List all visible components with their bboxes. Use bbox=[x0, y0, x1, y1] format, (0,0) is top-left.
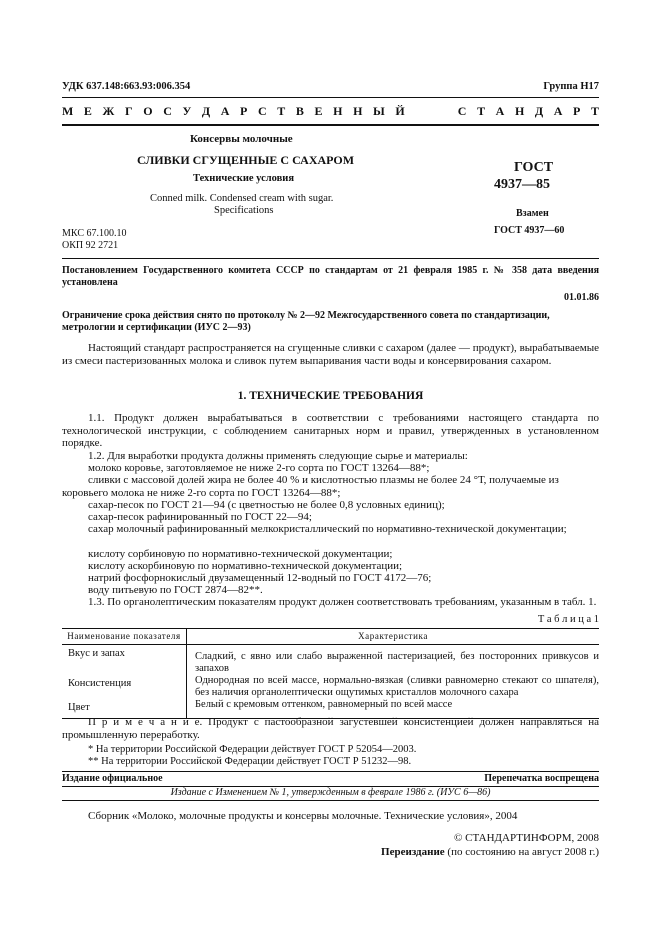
section-heading: 1. ТЕХНИЧЕСКИЕ ТРЕБОВАНИЯ bbox=[237, 390, 424, 402]
footnote: ** На территории Российской Федерации действует ГОСТ Р 51232—98. bbox=[88, 756, 412, 767]
banner-rule bbox=[62, 124, 599, 126]
material-item: сахар-песок рафинированный по ГОСТ 22—94; bbox=[88, 511, 312, 523]
replace-number: ГОСТ 4937—60 bbox=[494, 225, 565, 236]
table-cell-value: Однородная по всей массе, нормально-вязкая (сливки равномерно стекают со шпателя), без наличия органолептически ощутимых кристаллов молочного сахара bbox=[195, 675, 599, 698]
clause-1-3: 1.3. По органолептическим показателям продукт должен соответствовать требованиям, указанным в табл. 1. bbox=[88, 596, 597, 608]
material-item: натрий фосфорнокислый двузамещенный 12-водный по ГОСТ 4172—76; bbox=[88, 572, 432, 584]
table-cell-name: Вкус и запах bbox=[62, 645, 187, 676]
title-rule bbox=[62, 258, 599, 259]
amendment-note: Издание с Изменением № 1, утвержденным в феврале 1986 г. (ИУС 6—86) bbox=[170, 787, 491, 798]
table-header-name: Наименование показателя bbox=[62, 629, 187, 645]
table-cell-value: Сладкий, с явно или слабо выраженной пастеризацией, без посторонних привкусов и запахов bbox=[195, 651, 599, 674]
okp-code: ОКП 92 2721 bbox=[62, 240, 119, 251]
table-caption: Т а б л и ц а 1 bbox=[537, 614, 599, 625]
limitation-note: Ограничение срока действия снято по протоколу № 2—92 Межгосударственного совета по стандартизации, метрологии и сертификации (ИУС 2—93) bbox=[62, 310, 550, 333]
footnote: * На территории Российской Федерации действует ГОСТ Р 52054—2003. bbox=[88, 744, 417, 755]
clause-1-1: 1.1. Продукт должен вырабатываться в соответствии с требованиями настоящего стандарта по технологической инструкции, с соблюдением санитарных норм и правил, утвержденных в установленном порядке. bbox=[62, 412, 599, 450]
gost-number: 4937—85 bbox=[494, 177, 550, 192]
footer-rule bbox=[62, 771, 599, 772]
material-item: сахар-песок по ГОСТ 21—94 (с цветностью не более 0,8 условных единиц); bbox=[88, 499, 445, 511]
header-rule bbox=[62, 97, 599, 98]
udk-code: УДК 637.148:663.93:006.354 bbox=[62, 81, 191, 92]
footer-rule bbox=[62, 800, 599, 801]
table-note: П р и м е ч а н и е. Продукт с пастообразной загустевшей консистенцией должен направляться на промышленную переработку. bbox=[62, 716, 599, 741]
gost-label: ГОСТ bbox=[514, 160, 554, 175]
material-item: молоко коровье, заготовляемое не ниже 2-го сорта по ГОСТ 13264—88*; bbox=[88, 462, 430, 474]
clause-1-2: 1.2. Для выработки продукта должны применять следующие сырье и материалы: bbox=[88, 450, 468, 462]
material-item: сливки с массовой долей жира не более 40 % и кислотностью плазмы не более 24 °Т, получаемые из коровьего молока не ниже 2-го сорта по ГОСТ 13264—88*; bbox=[62, 474, 559, 499]
collection-title: Сборник «Молоко, молочные продукты и консервы молочные. Технические условия», 2004 bbox=[88, 810, 518, 822]
table-row bbox=[62, 675, 599, 699]
reissue-label: Переиздание bbox=[381, 846, 445, 858]
standard-banner: М Е Ж Г О С У Д А Р С Т В Е Н Н Ы Й С Т А Н Д А Р Т bbox=[62, 104, 599, 118]
product-category: Консервы молочные bbox=[190, 133, 293, 145]
reissue-note: (по состоянию на август 2008 г.) bbox=[447, 846, 599, 858]
table-header-characteristic: Характеристика bbox=[187, 629, 600, 645]
introduction-date: 01.01.86 bbox=[564, 292, 599, 303]
document-title: СЛИВКИ СГУЩЕННЫЕ С САХАРОМ bbox=[137, 153, 355, 167]
mks-code: МКС 67.100.10 bbox=[62, 228, 127, 239]
english-title-2: Specifications bbox=[214, 205, 274, 216]
copyright: © СТАНДАРТИНФОРМ, 2008 bbox=[454, 832, 599, 844]
replace-label: Взамен bbox=[516, 208, 549, 219]
table-cell-name: Цвет bbox=[62, 699, 187, 719]
document-subtitle: Технические условия bbox=[193, 173, 295, 184]
english-title-1: Conned milk. Condensed cream with sugar. bbox=[150, 193, 334, 204]
reissue-line bbox=[381, 846, 599, 858]
table-row bbox=[62, 645, 599, 676]
reprint-prohibited: Перепечатка воспрещена bbox=[484, 773, 599, 784]
scope-paragraph: Настоящий стандарт распространяется на сгущенные сливки с сахаром (далее — продукт), вырабатываемые из смеси пастеризованных молока и сливок путем выпаривания части воды и консервирования сахаром. bbox=[62, 342, 599, 367]
material-item: кислоту аскорбиновую по нормативно-технической документации; bbox=[88, 560, 403, 572]
table-cell-name: Консистенция bbox=[62, 675, 187, 699]
official-edition: Издание официальное bbox=[62, 773, 163, 784]
decree-text: Постановлением Государственного комитета СССР по стандартам от 21 февраля 1985 г. № 358 дата введения установлена bbox=[62, 265, 599, 288]
material-item: воду питьевую по ГОСТ 2874—82**. bbox=[88, 584, 263, 596]
group-code: Группа Н17 bbox=[543, 81, 599, 92]
material-item: сахар молочный рафинированный мелкокристаллический по нормативно-технической документации; bbox=[88, 523, 567, 535]
material-item: кислоту сорбиновую по нормативно-технической документации; bbox=[88, 548, 393, 560]
table-cell-value: Белый с кремовым оттенком, равномерный по всей массе bbox=[187, 699, 600, 719]
organoleptic-table bbox=[62, 628, 599, 719]
